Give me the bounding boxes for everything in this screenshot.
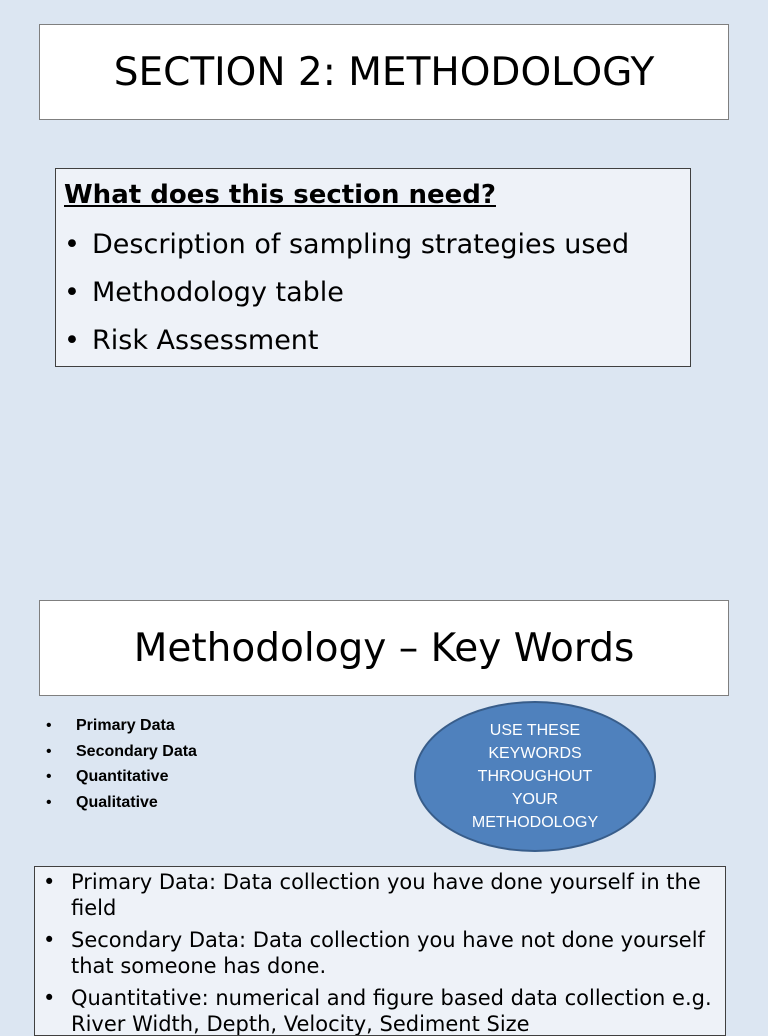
list-item <box>43 869 715 921</box>
list-item <box>43 927 715 979</box>
definition-text: Primary Data: Data collection you have done yourself in the field <box>71 870 701 920</box>
list-item <box>64 317 680 365</box>
list-item <box>43 985 715 1036</box>
keyword-text: Qualitative <box>76 793 158 811</box>
list-item <box>46 713 197 739</box>
definitions-list <box>43 869 715 1036</box>
list-item <box>46 790 197 816</box>
list-item <box>46 764 197 790</box>
bullet-icon: • <box>64 277 80 308</box>
bullet-icon: • <box>43 870 56 894</box>
keyword-text: Primary Data <box>76 717 175 734</box>
bullet-icon: • <box>46 793 52 811</box>
needs-item-text: Risk Assessment <box>92 325 319 356</box>
keyword-text: Quantitative <box>76 768 169 785</box>
section-title-text: SECTION 2: METHODOLOGY <box>113 49 655 95</box>
bullet-icon: • <box>64 229 80 260</box>
list-item <box>64 269 680 317</box>
bullet-icon: • <box>46 768 52 785</box>
callout-text: USE THESE KEYWORDS THROUGHOUT YOUR METHODOLOGY <box>471 722 599 831</box>
bullet-icon: • <box>46 742 52 760</box>
list-item <box>64 221 680 269</box>
section-needs-box <box>55 168 691 367</box>
definitions-box <box>34 866 726 1036</box>
bullet-icon: • <box>43 986 56 1010</box>
bullet-icon: • <box>46 717 52 734</box>
definition-text: Secondary Data: Data collection you have not done yourself that someone has done. <box>71 928 705 978</box>
needs-list <box>64 221 680 365</box>
needs-item-text: Methodology table <box>92 277 344 308</box>
section-title <box>39 24 729 120</box>
keyword-text: Secondary Data <box>76 742 197 760</box>
definition-text: Quantitative: numerical and figure based data collection e.g. River Width, Depth, Velocity, Sediment Size <box>71 986 712 1036</box>
bullet-icon: • <box>43 928 56 952</box>
keywords-callout-oval <box>414 701 656 852</box>
bullet-icon: • <box>64 325 80 356</box>
key-words-title-text: Methodology – Key Words <box>133 625 635 671</box>
needs-heading: What does this section need? <box>64 180 496 210</box>
needs-item-text: Description of sampling strategies used <box>92 229 630 260</box>
key-words-title <box>39 600 729 696</box>
keywords-list <box>46 713 197 815</box>
list-item <box>46 739 197 765</box>
